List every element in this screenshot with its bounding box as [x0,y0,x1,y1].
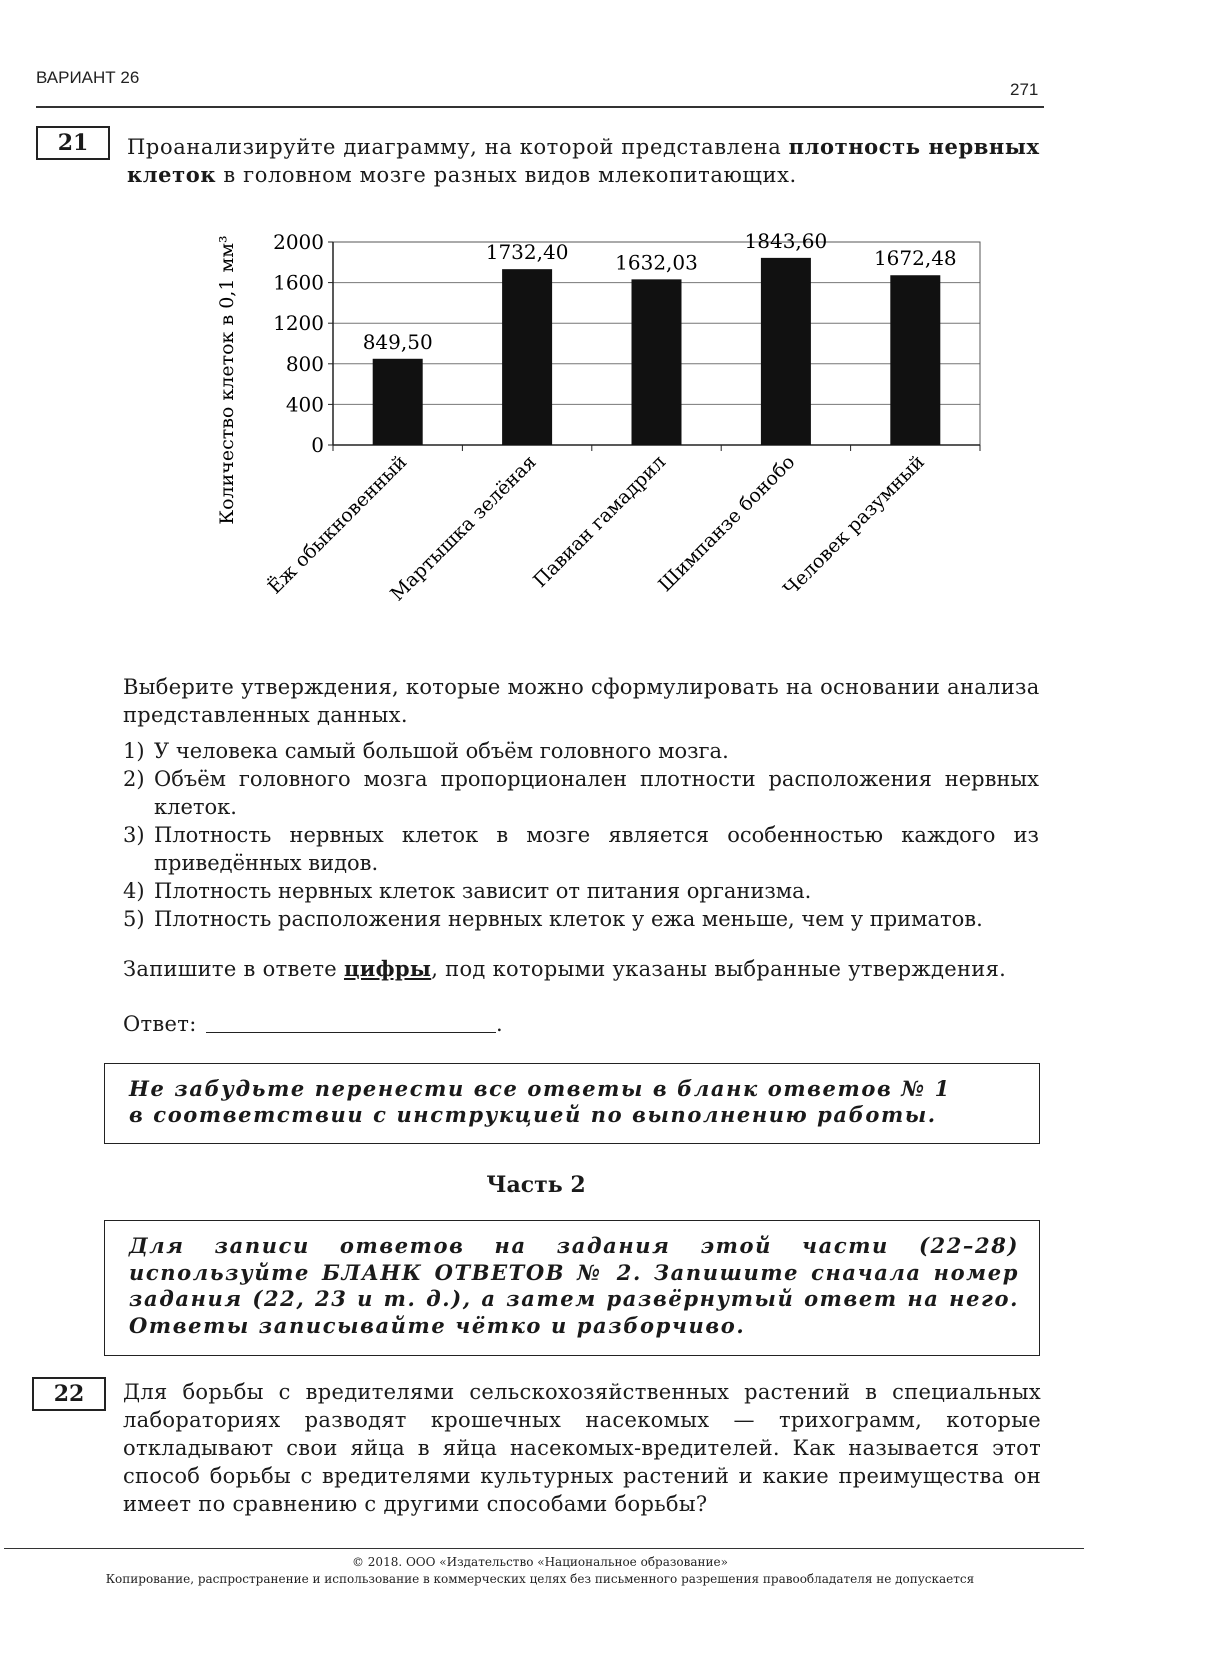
question-line-1: Выберите утверждения, которые можно сформулировать на основании анализа [123,675,1040,699]
list-item [123,877,1039,905]
y-tick-label: 800 [285,351,324,376]
x-category-label: Мартышка зелёная [386,450,541,606]
page-number: 271 [1010,80,1039,99]
bar [502,269,552,445]
y-tick-label: 2000 [273,230,324,254]
chart-labels [263,229,957,606]
part2-note: Для записи ответов на задания этой части (22–28) используйте БЛАНК ОТВЕТОВ № 2. Запишите сначала номер задания (22, 23 и т. д.), а затем развёрнутый ответ на него. Ответы записывайте чётко и разборчиво. [129,1233,1019,1338]
instruction-bold: цифры [343,956,432,981]
bar [761,258,811,445]
question-line-2: представленных данных. [123,703,408,727]
chart-bars [373,258,941,445]
y-tick-label: 1200 [273,311,324,336]
y-axis-label: Количество клеток в 0,1 мм³ [216,235,238,525]
variant-label: ВАРИАНТ 26 [36,68,140,87]
x-category-label: Человек разумный [779,450,929,601]
bar-value-label: 849,50 [362,329,433,354]
reminder-box [104,1063,1040,1144]
list-item [123,905,1039,933]
y-tick-label: 1600 [273,270,324,295]
bar-value-label: 1672,48 [873,246,957,271]
list-item-number: 2) [123,767,145,791]
bar-value-label: 1732,40 [485,240,569,265]
bar [890,275,940,445]
task21-intro-post: в головном мозге разных видов млекопитающих. [216,163,797,187]
answer-label: Ответ: [123,1012,197,1036]
list-item-number: 5) [123,907,145,931]
instruction-pre: Запишите в ответе [123,957,344,981]
answer-dot: . [496,1012,503,1036]
reminder-line-2: в соответствии с инструкцией по выполнению работы. [129,1102,937,1127]
list-item-text: У человека самый большой объём головного мозга. [154,739,729,763]
footer-copyright: © 2018. ООО «Издательство «Национальное образование» [351,1555,728,1569]
y-tick-label: 400 [285,392,324,417]
list-item [123,765,1039,821]
statements-list [123,737,1039,933]
reminder-line-1: Не забудьте перенести все ответы в бланк ответов № 1 [129,1076,951,1101]
footer-rule [4,1548,1084,1549]
task21-intro-bold2: клеток [127,162,217,187]
bar-value-label: 1843,60 [744,228,828,253]
footer-notice: Копирование, распространение и использование в коммерческих целях без письменного разрешения правообладателя не допускается [105,1572,975,1586]
x-category-label: Павиан гамадрил [529,450,671,592]
task21-instruction [123,955,1048,983]
task-number-21: 21 [36,126,110,160]
answer-field[interactable] [206,1032,496,1033]
list-item [123,821,1039,877]
part2-note-box [104,1220,1040,1356]
bar [632,279,682,445]
part2-title: Часть 2 [486,1172,586,1198]
list-item-text: Плотность расположения нервных клеток у ежа меньше, чем у приматов. [154,907,983,931]
list-item-text: Плотность нервных клеток зависит от питания организма. [154,879,812,903]
list-item-number: 3) [123,823,145,847]
list-item-text: Объём головного мозга пропорционален плотности расположения нервных клеток. [154,767,1039,819]
list-item [123,737,1039,765]
header-rule [36,106,1044,108]
list-item-number: 4) [123,879,145,903]
bar-value-label: 1632,03 [615,250,698,275]
bar-chart [200,220,1000,640]
task21-question [123,673,1043,729]
task-number-22: 22 [32,1377,106,1411]
y-tick-label: 0 [311,433,324,457]
list-item-number: 1) [123,739,145,763]
x-category-label: Шимпанзе бонобо [654,450,800,597]
task21-intro-bold1: плотность нервных [788,134,1040,159]
instruction-post: , под которыми указаны выбранные утверждения. [431,957,1007,981]
x-category-label: Ёж обыкновенный [263,450,412,599]
task21-intro [127,133,1043,189]
task21-intro-pre: Проанализируйте диаграмму, на которой представлена [127,135,789,159]
task22-text: Для борьбы с вредителями сельскохозяйственных растений в специальных лабораториях разводят крошечных насекомых — трихограмм, которые откладывают свои яйца в яйца насекомых-вредителей. Как называется этот способ борьбы с вредителями культурных растений и какие преимущества он имеет по сравнению с другими способами борьбы? [123,1380,1041,1516]
bar [373,359,423,445]
list-item-text: Плотность нервных клеток в мозге является особенностью каждого из приведённых видов. [154,823,1039,875]
